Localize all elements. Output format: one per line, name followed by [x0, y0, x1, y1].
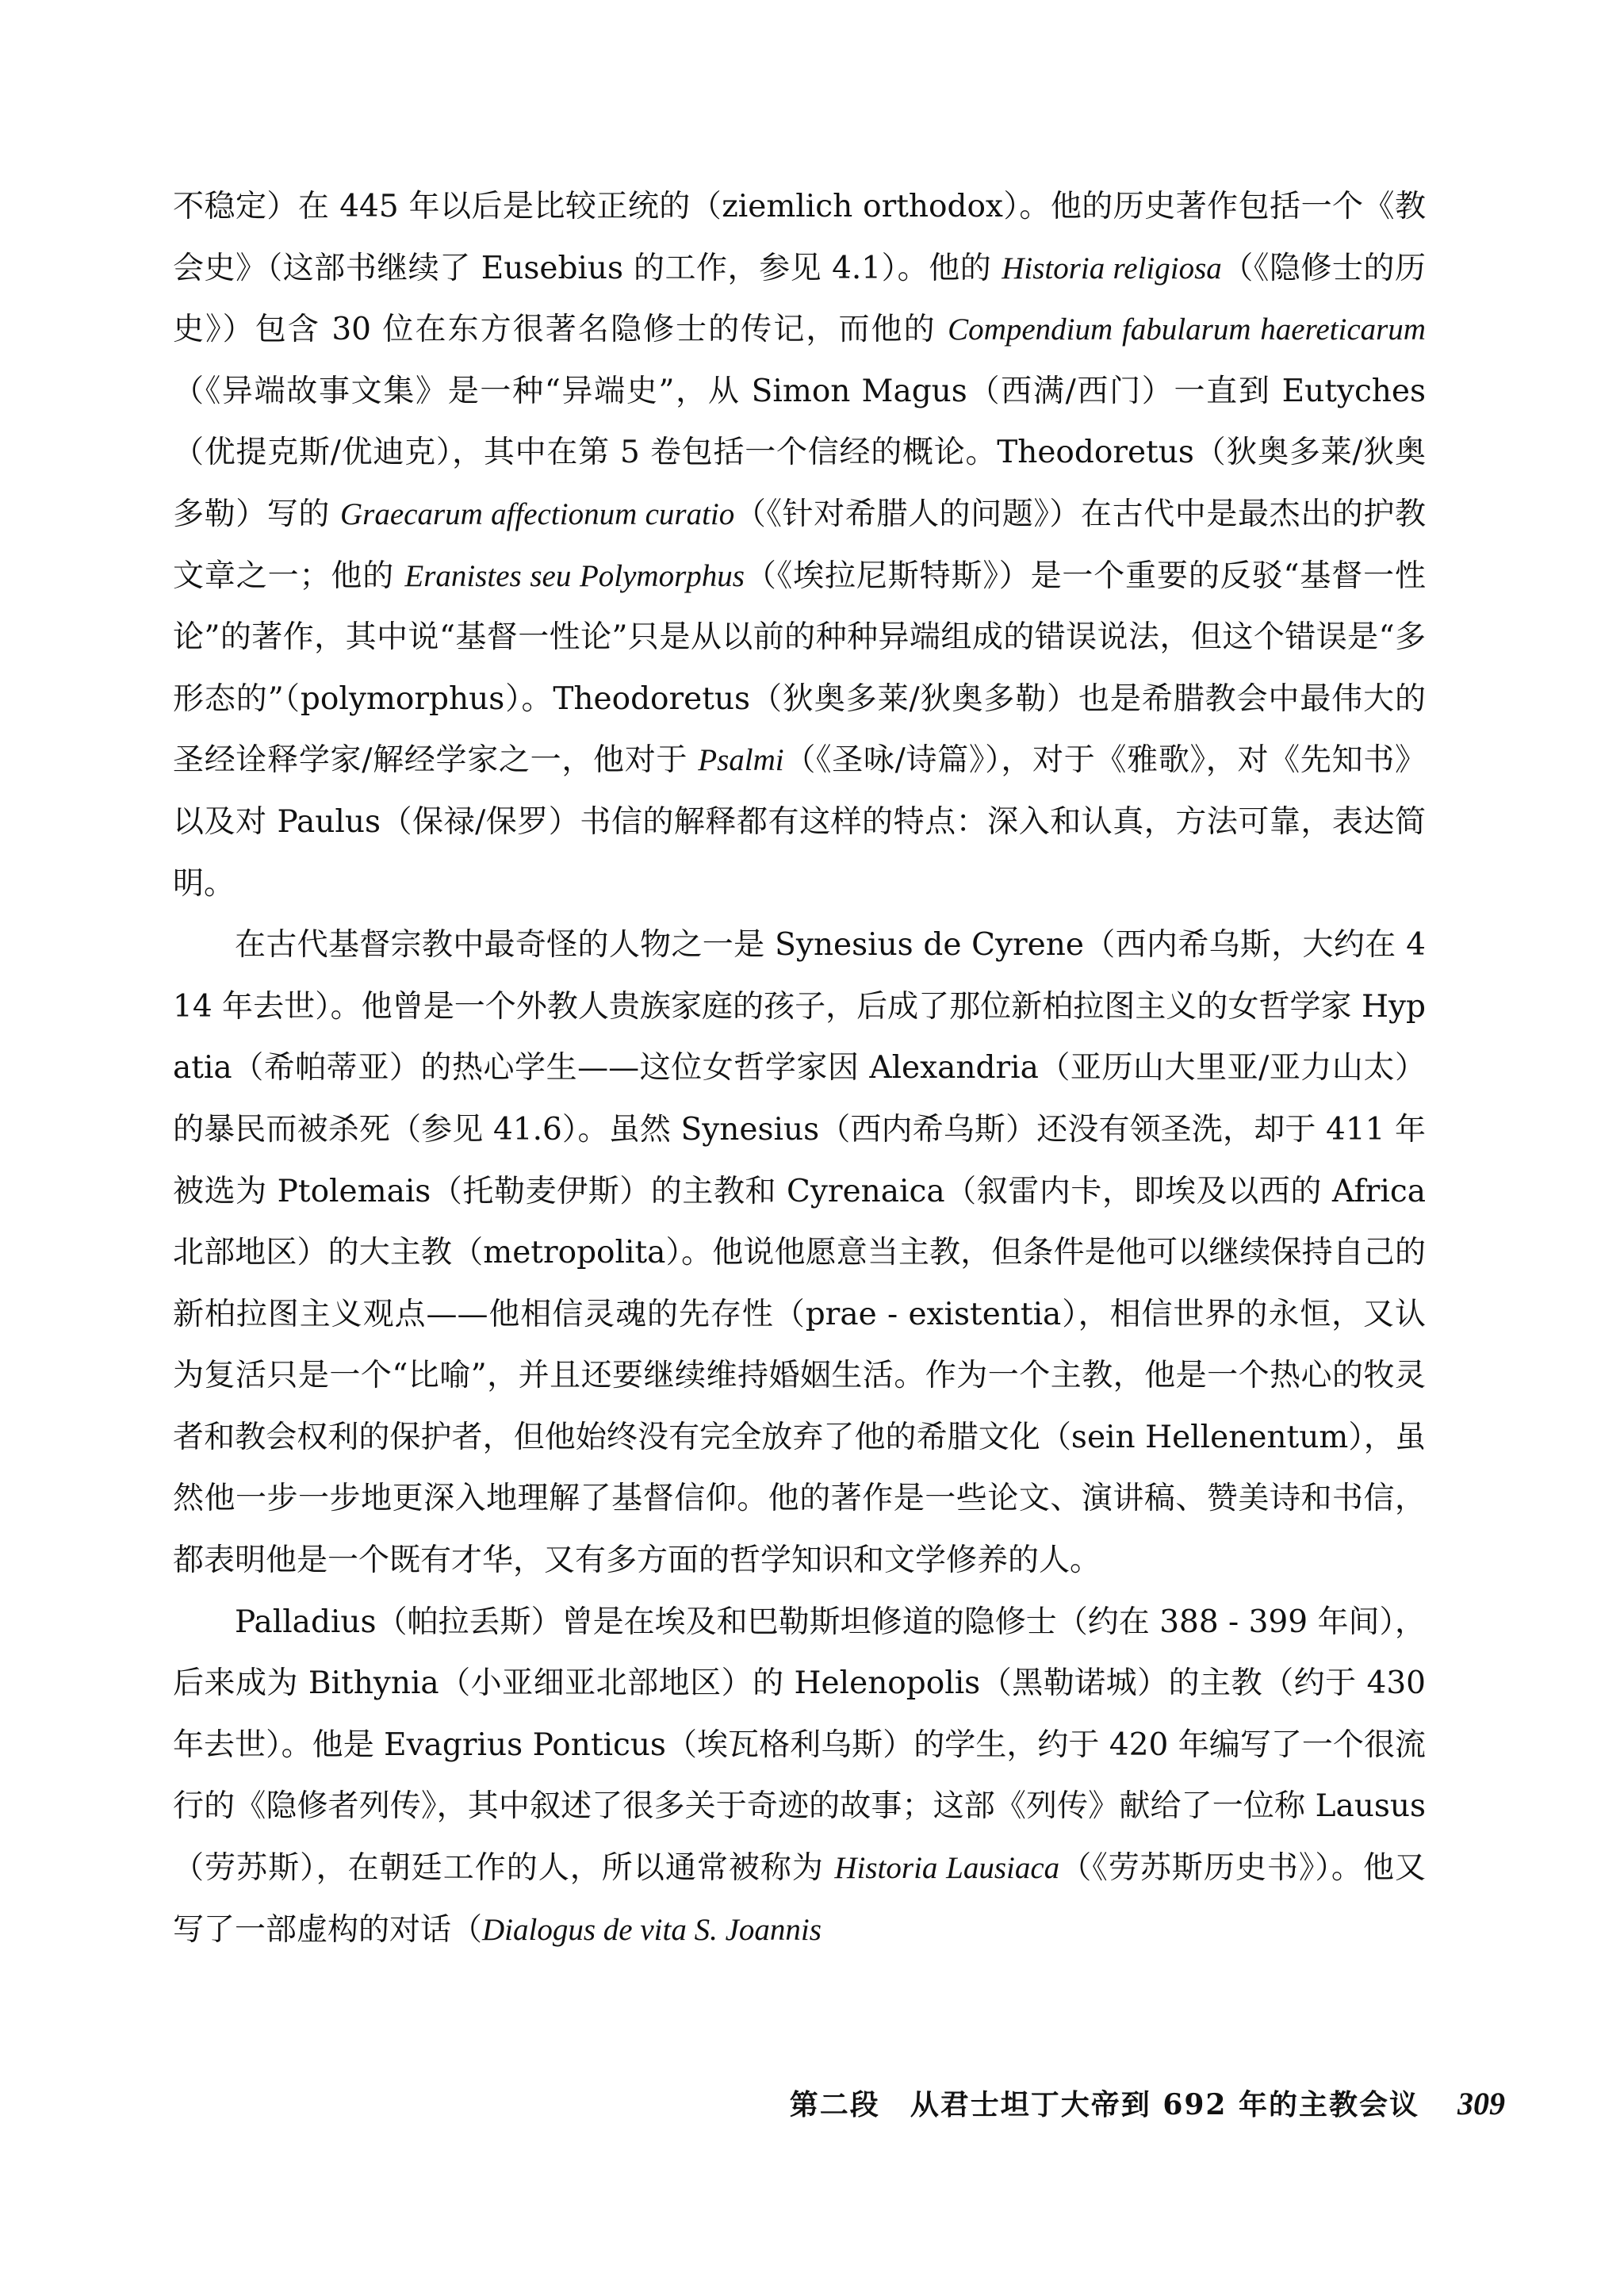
text-run: （《埃拉尼斯特斯》）是一个重要的反驳“基督一性论”的著作，其中说“基督一性论”只是从以前的种种异端组成的错误说法，但这个错误是“多形态的”（polymorphus）。Theodoretus（狄奥多莱/狄奥多勒）也是希腊教会中最伟大的圣经诠释学家/解经学家之一，他对于: [173, 558, 1426, 779]
latin-title: Psalmi: [698, 743, 784, 778]
paragraph-palladius: [173, 1592, 1426, 1961]
latin-title: Eranistes seu Polymorphus: [404, 558, 745, 593]
running-head: 第二段 从君士坦丁大帝到 692 年的主教会议: [789, 2088, 1419, 2121]
page-footer: [790, 2083, 1505, 2123]
latin-title: Historia Lausiaca: [834, 1851, 1060, 1886]
latin-title: Historia religiosa: [1002, 251, 1222, 286]
text-run: （《隐修士的历史》）包含 30 位在东方很著名隐修士的传记，而他的: [173, 250, 1427, 348]
latin-title: Compendium fabularum haereticarum: [948, 312, 1426, 347]
text-run: （《圣咏/诗篇》），对于《雅歌》，对《先知书》以及对 Paulus（保禄/保罗）书信的解释都有这样的特点：深入和认真，方法可靠，表达简明。: [173, 742, 1427, 902]
text-run: 在古代基督宗教中最奇怪的人物之一是 Synesius de Cyrene（西内希乌斯，大约在 414 年去世）。他曾是一个外教人贵族家庭的孩子，后成了那位新柏拉图主义的女哲学家 Hypatia（希帕蒂亚）的热心学生——这位女哲学家因 Alexandria（亚历山大里亚/亚力山太）的暴民而被杀死（参见 41.6）。虽然 Synesius（西内希乌斯）还没有领圣洗，却于 411 年被选为 Ptolemais（托勒麦伊斯）的主教和 Cyrenaica（叙雷内卡，即埃及以西的 Africa 北部地区）的大主教（metropolita）。他说他愿意当主教，但条件是他可以继续保持自己的新柏拉图主义观点——他相信灵魂的先存性（prae - existentia），相信世界的永恒，又认为复活只是一个“比喻”，并且还要继续维持婚姻生活。作为一个主教，他是一个热心的牧灵者和教会权利的保护者，但他始终没有完全放弃了他的希腊文化（sein Hellenentum），虽然他一步一步地更深入地理解了基督信仰。他的著作是一些论文、演讲稿、赞美诗和书信，都表明他是一个既有才华，又有多方面的哲学知识和文学修养的人。: [173, 927, 1426, 1579]
latin-title: Graecarum affectionum curatio: [339, 496, 735, 531]
text-run: 不稳定）在 445 年以后是比较正统的（ziemlich orthodox）。他的历史著作包括一个《教会史》（这部书继续了 Eusebius 的工作，参见 4.1）。他的: [173, 189, 1426, 286]
text-run: （《劳苏斯历史书》）。他又写了一部虚构的对话（: [173, 1850, 1426, 1948]
text-run: （《针对希腊人的问题》）在古代中是最杰出的护教文章之一；他的: [173, 496, 1426, 594]
latin-title: Dialogus de vita S. Joannis: [482, 1912, 822, 1947]
body-text: [173, 176, 1426, 1960]
text-run: Palladius（帕拉丢斯）曾是在埃及和巴勒斯坦修道的隐修士（约在 388 - 399 年间），后来成为 Bithynia（小亚细亚北部地区）的 Helenopolis（黑勒诺城）的主教（约于 430 年去世）。他是 Evagrius Ponticus（埃瓦格利乌斯）的学生，约于 420 年编写了一个很流行的《隐修者列传》，其中叙述了很多关于奇迹的故事；这部《列传》献给了一位称 Lausus（劳苏斯），在朝廷工作的人，所以通常被称为: [173, 1604, 1426, 1887]
paragraph-synesius: [173, 914, 1426, 1592]
paragraph-theodoretus: [173, 176, 1426, 914]
page-number: 309: [1457, 2086, 1505, 2121]
text-run: （《异端故事文集》是一种“异端史”，从 Simon Magus（西满/西门）一直到 Eutyches（优提克斯/优迪克），其中在第 5 卷包括一个信经的概论。Theodoretus（狄奥多莱/狄奥多勒）写的: [173, 373, 1426, 532]
